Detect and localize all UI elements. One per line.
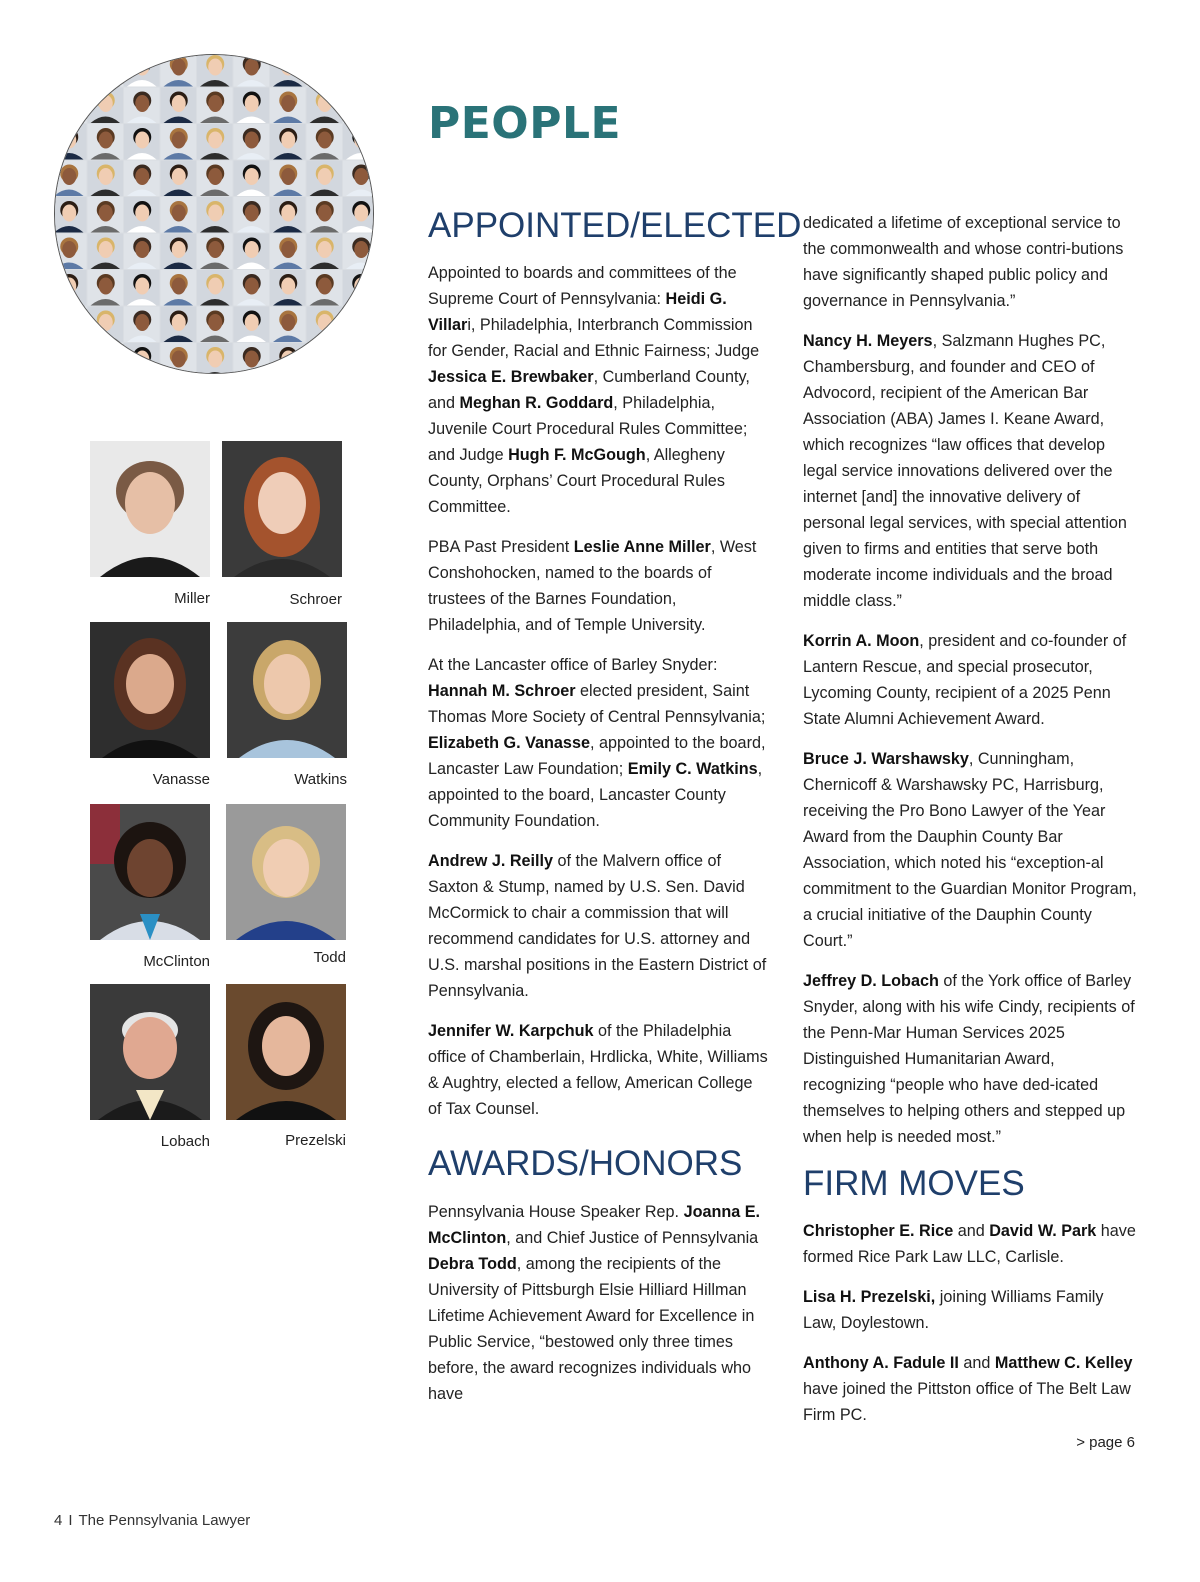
collage-face	[307, 55, 343, 87]
collage-face	[307, 343, 343, 373]
name-highlight: Leslie Anne Miller	[573, 538, 711, 557]
name-highlight: Joanna E. McClinton	[428, 1202, 761, 1247]
article-column-right	[803, 210, 1139, 1442]
section-heading-firm-moves: FIRM MOVES	[803, 1164, 1025, 1203]
collage-face	[88, 270, 124, 306]
collage-face	[197, 270, 233, 306]
text-run: joining Williams Family Law, Doylestown.	[803, 1288, 1104, 1333]
collage-face	[88, 234, 124, 270]
paragraph	[803, 746, 1139, 954]
text-run: elected president, Saint Thomas More Society of Central Pennsylvania;	[428, 682, 766, 727]
photo-mcclinton	[90, 804, 210, 940]
collage-face	[88, 88, 124, 124]
paragraph	[803, 328, 1139, 614]
section-heading-appointed: APPOINTED/ELECTED	[428, 206, 802, 245]
collage-face	[55, 124, 87, 160]
collage-face	[197, 343, 233, 373]
collage-face	[88, 307, 124, 343]
collage-face	[234, 124, 270, 160]
text-run: , Cumberland County, and	[428, 368, 750, 413]
photo-caption: Miller	[174, 590, 210, 607]
collage-face	[197, 161, 233, 197]
text-run: , Philadelphia, Juvenile Court Procedural Rules Committee; and Judge	[428, 394, 748, 465]
collage-face	[343, 124, 373, 160]
collage-face	[270, 343, 306, 373]
text-run: and	[958, 1354, 995, 1373]
collage-face	[343, 234, 373, 270]
photo-lobach	[90, 984, 210, 1120]
collage-face	[307, 161, 343, 197]
text-run: , Cunningham, Chernicoff & Warshawsky PC, Harrisburg, receiving the Pro Bono Lawyer of the Year Award from the Dauphin County Bar Association, which noted his “exception-al commitment to the Guardian Monitor Program, a crucial initiative of the Dauphin County Court.”	[803, 750, 1137, 950]
collage-face	[270, 234, 306, 270]
collage-face	[197, 234, 233, 270]
collage-face	[124, 270, 160, 306]
text-run: Appointed to boards and committees of the Supreme Court of Pennsylvania:	[428, 264, 737, 309]
text-run: At the Lancaster office of Barley Snyder:	[428, 656, 718, 675]
collage-face	[307, 88, 343, 124]
text-run: of the Philadelphia office of Chamberlain, Hrdlicka, White, Williams & Aughtry, elected a fellow, American College of Tax Counsel.	[428, 1022, 768, 1119]
paragraph	[428, 652, 768, 834]
photo-caption: Watkins	[294, 771, 347, 788]
collage-face	[124, 55, 160, 87]
paragraph	[428, 534, 768, 638]
collage-face	[307, 307, 343, 343]
text-run: , appointed to the board, Lancaster Law Foundation;	[428, 734, 766, 779]
paragraph	[803, 1350, 1139, 1428]
collage-face	[55, 307, 87, 343]
article-column-left	[428, 206, 802, 1421]
name-highlight: Bruce J. Warshawsky	[803, 750, 969, 768]
collage-face	[307, 124, 343, 160]
collage-face	[343, 307, 373, 343]
collage-face	[343, 55, 373, 87]
photo-prezelski	[226, 984, 346, 1120]
collage-face	[270, 270, 306, 306]
name-highlight: Heidi G. Villar	[428, 290, 727, 335]
photo-todd	[226, 804, 346, 940]
collage-face	[88, 124, 124, 160]
collage-face	[55, 343, 87, 373]
collage-face	[307, 270, 343, 306]
name-highlight: Korrin A. Moon	[803, 632, 920, 650]
firm-moves-paragraphs	[803, 1218, 1139, 1428]
collage-face	[55, 234, 87, 270]
text-run: of the Malvern office of Saxton & Stump, named by U.S. Sen. David McCormick to chair a commission that will recommend candidates for U.S. attorney and U.S. marshal positions in the Eastern District of Pennsylvania.	[428, 852, 767, 1001]
text-run: , Salzmann Hughes PC, Chambersburg, and founder and CEO of Advocord, recipient of the American Bar Association (ABA) James I. Keane Award, which recognizes “law offices that develop legal service innovations delivered over the internet [and] the innovative delivery of personal legal services, with special attention given to firms and entities that serve both moderate income individuals and the broad middle class.”	[803, 332, 1127, 610]
collage-face	[124, 124, 160, 160]
name-highlight: Jennifer W. Karpchuk	[428, 1022, 594, 1041]
text-run: i, Philadelphia, Interbranch Commission for Gender, Racial and Ethnic Fairness; Judge	[428, 316, 760, 361]
text-run: , Allegheny County, Orphans’ Court Procedural Rules Committee.	[428, 446, 725, 517]
text-run: PBA Past President	[428, 538, 574, 557]
collage-face	[270, 88, 306, 124]
collage-face	[343, 270, 373, 306]
collage-face	[88, 161, 124, 197]
collage-face	[124, 307, 160, 343]
collage-face	[234, 197, 270, 233]
collage-face	[197, 197, 233, 233]
awards-continued-paragraphs	[803, 210, 1139, 1150]
name-highlight: Debra Todd	[428, 1254, 517, 1273]
photo-vanasse	[90, 622, 210, 758]
collage-face	[161, 343, 197, 373]
collage-face	[88, 197, 124, 233]
collage-face	[307, 234, 343, 270]
collage-face	[234, 307, 270, 343]
collage-face	[270, 307, 306, 343]
collage-face	[124, 197, 160, 233]
paragraph	[803, 968, 1139, 1150]
paragraph	[428, 848, 768, 1004]
photo-caption: Schroer	[289, 591, 342, 608]
page-number: 4	[54, 1512, 63, 1529]
photo-schroer	[222, 441, 342, 577]
collage-face	[270, 124, 306, 160]
paragraph	[803, 1284, 1139, 1336]
text-run: , West Conshohocken, named to the boards of trustees of the Barnes Foundation, Philadelphia, and of Temple University.	[428, 538, 757, 635]
page-footer	[54, 1512, 250, 1529]
collage-face	[234, 234, 270, 270]
paragraph	[803, 1218, 1139, 1270]
text-run: dedicated a lifetime of exceptional service to the commonwealth and whose contri-butions have significantly shaped public policy and governance in Pennsylvania.”	[803, 214, 1124, 310]
text-run: have joined the Pittston office of The Belt Law Firm PC.	[803, 1380, 1131, 1425]
photo-miller	[90, 441, 210, 577]
collage-face	[343, 161, 373, 197]
text-run: , appointed to the board, Lancaster County Community Foundation.	[428, 760, 763, 831]
collage-face	[234, 270, 270, 306]
publication-name: The Pennsylvania Lawyer	[78, 1512, 251, 1529]
paragraph	[803, 628, 1139, 732]
collage-face	[197, 88, 233, 124]
awards-paragraphs	[428, 1199, 768, 1407]
appointed-paragraphs	[428, 260, 768, 1122]
photo-caption: Lobach	[160, 1133, 210, 1150]
collage-face	[343, 343, 373, 373]
paragraph	[803, 210, 1139, 314]
continued-page-link[interactable]: > page 6	[1076, 1434, 1135, 1451]
name-highlight: Christopher E. Rice	[803, 1222, 954, 1241]
collage-face	[234, 343, 270, 373]
collage-face	[161, 88, 197, 124]
collage-face	[55, 55, 87, 87]
collage-face	[197, 55, 233, 87]
photo-watkins	[227, 622, 347, 758]
collage-face	[161, 161, 197, 197]
photo-caption: McClinton	[143, 953, 210, 970]
text-run: Pennsylvania House Speaker Rep.	[428, 1202, 684, 1221]
collage-face	[270, 197, 306, 233]
name-highlight: Elizabeth G. Vanasse	[428, 734, 590, 753]
collage-face	[161, 270, 197, 306]
collage-face	[343, 88, 373, 124]
name-highlight: Matthew C. Kelley	[994, 1354, 1133, 1373]
page-title: PEOPLE	[428, 98, 622, 149]
name-highlight: Hannah M. Schroer	[428, 682, 576, 701]
collage-face	[234, 161, 270, 197]
text-run: of the York office of Barley Snyder, along with his wife Cindy, recipients of the Penn-Mar Human Services 2025 Distinguished Humanitarian Award, recognizing “people who have ded-icated themselves to helping others and stepped up when help is needed most.”	[803, 972, 1135, 1146]
footer-separator: I	[68, 1512, 73, 1529]
collage-face	[55, 161, 87, 197]
name-highlight: Jessica E. Brewbaker	[428, 368, 594, 387]
name-highlight: Lisa H. Prezelski,	[803, 1288, 936, 1307]
collage-face	[234, 55, 270, 87]
section-heading-awards: AWARDS/HONORS	[428, 1144, 743, 1184]
text-run: have formed Rice Park Law LLC, Carlisle.	[803, 1222, 1136, 1267]
collage-face	[161, 197, 197, 233]
name-highlight: Andrew J. Reilly	[428, 852, 554, 871]
text-run: , president and co-founder of Lantern Rescue, and special prosecutor, Lycoming County, recipient of a 2025 Penn State Alumni Achievement Award.	[803, 632, 1127, 728]
photo-caption: Vanasse	[152, 771, 210, 788]
collage-face	[197, 124, 233, 160]
collage-face	[161, 307, 197, 343]
collage-face	[161, 55, 197, 87]
photo-caption: Todd	[313, 949, 346, 966]
name-highlight: David W. Park	[989, 1222, 1097, 1241]
name-highlight: Meghan R. Goddard	[459, 394, 614, 413]
paragraph	[428, 260, 768, 520]
collage-face	[343, 197, 373, 233]
paragraph	[428, 1018, 768, 1122]
collage-face	[124, 234, 160, 270]
collage-face	[234, 88, 270, 124]
collage-face	[55, 270, 87, 306]
collage-face	[197, 307, 233, 343]
name-highlight: Hugh F. McGough	[508, 446, 646, 465]
text-run: , and Chief Justice of Pennsylvania	[506, 1228, 759, 1247]
photo-caption: Prezelski	[285, 1132, 346, 1149]
name-highlight: Jeffrey D. Lobach	[803, 972, 939, 990]
collage-face	[124, 343, 160, 373]
collage-face	[124, 88, 160, 124]
collage-face	[270, 161, 306, 197]
collage-face	[88, 55, 124, 87]
text-run: , among the recipients of the University of Pittsburgh Elsie Hilliard Hillman Lifetime Achievement Award for Excellence in Public Service, “bestowed only three times before, the award recognizes individuals who have	[428, 1254, 755, 1403]
headshot-collage-image	[54, 54, 374, 374]
collage-face	[161, 234, 197, 270]
collage-face	[270, 55, 306, 87]
name-highlight: Anthony A. Fadule II	[803, 1354, 959, 1373]
paragraph	[428, 1199, 768, 1407]
collage-face	[88, 343, 124, 373]
collage-face	[124, 161, 160, 197]
name-highlight: Nancy H. Meyers	[803, 332, 933, 350]
collage-face	[55, 88, 87, 124]
name-highlight: Emily C. Watkins	[627, 760, 758, 779]
collage-face	[55, 197, 87, 233]
collage-face	[307, 197, 343, 233]
text-run: and	[953, 1222, 990, 1241]
collage-face	[161, 124, 197, 160]
